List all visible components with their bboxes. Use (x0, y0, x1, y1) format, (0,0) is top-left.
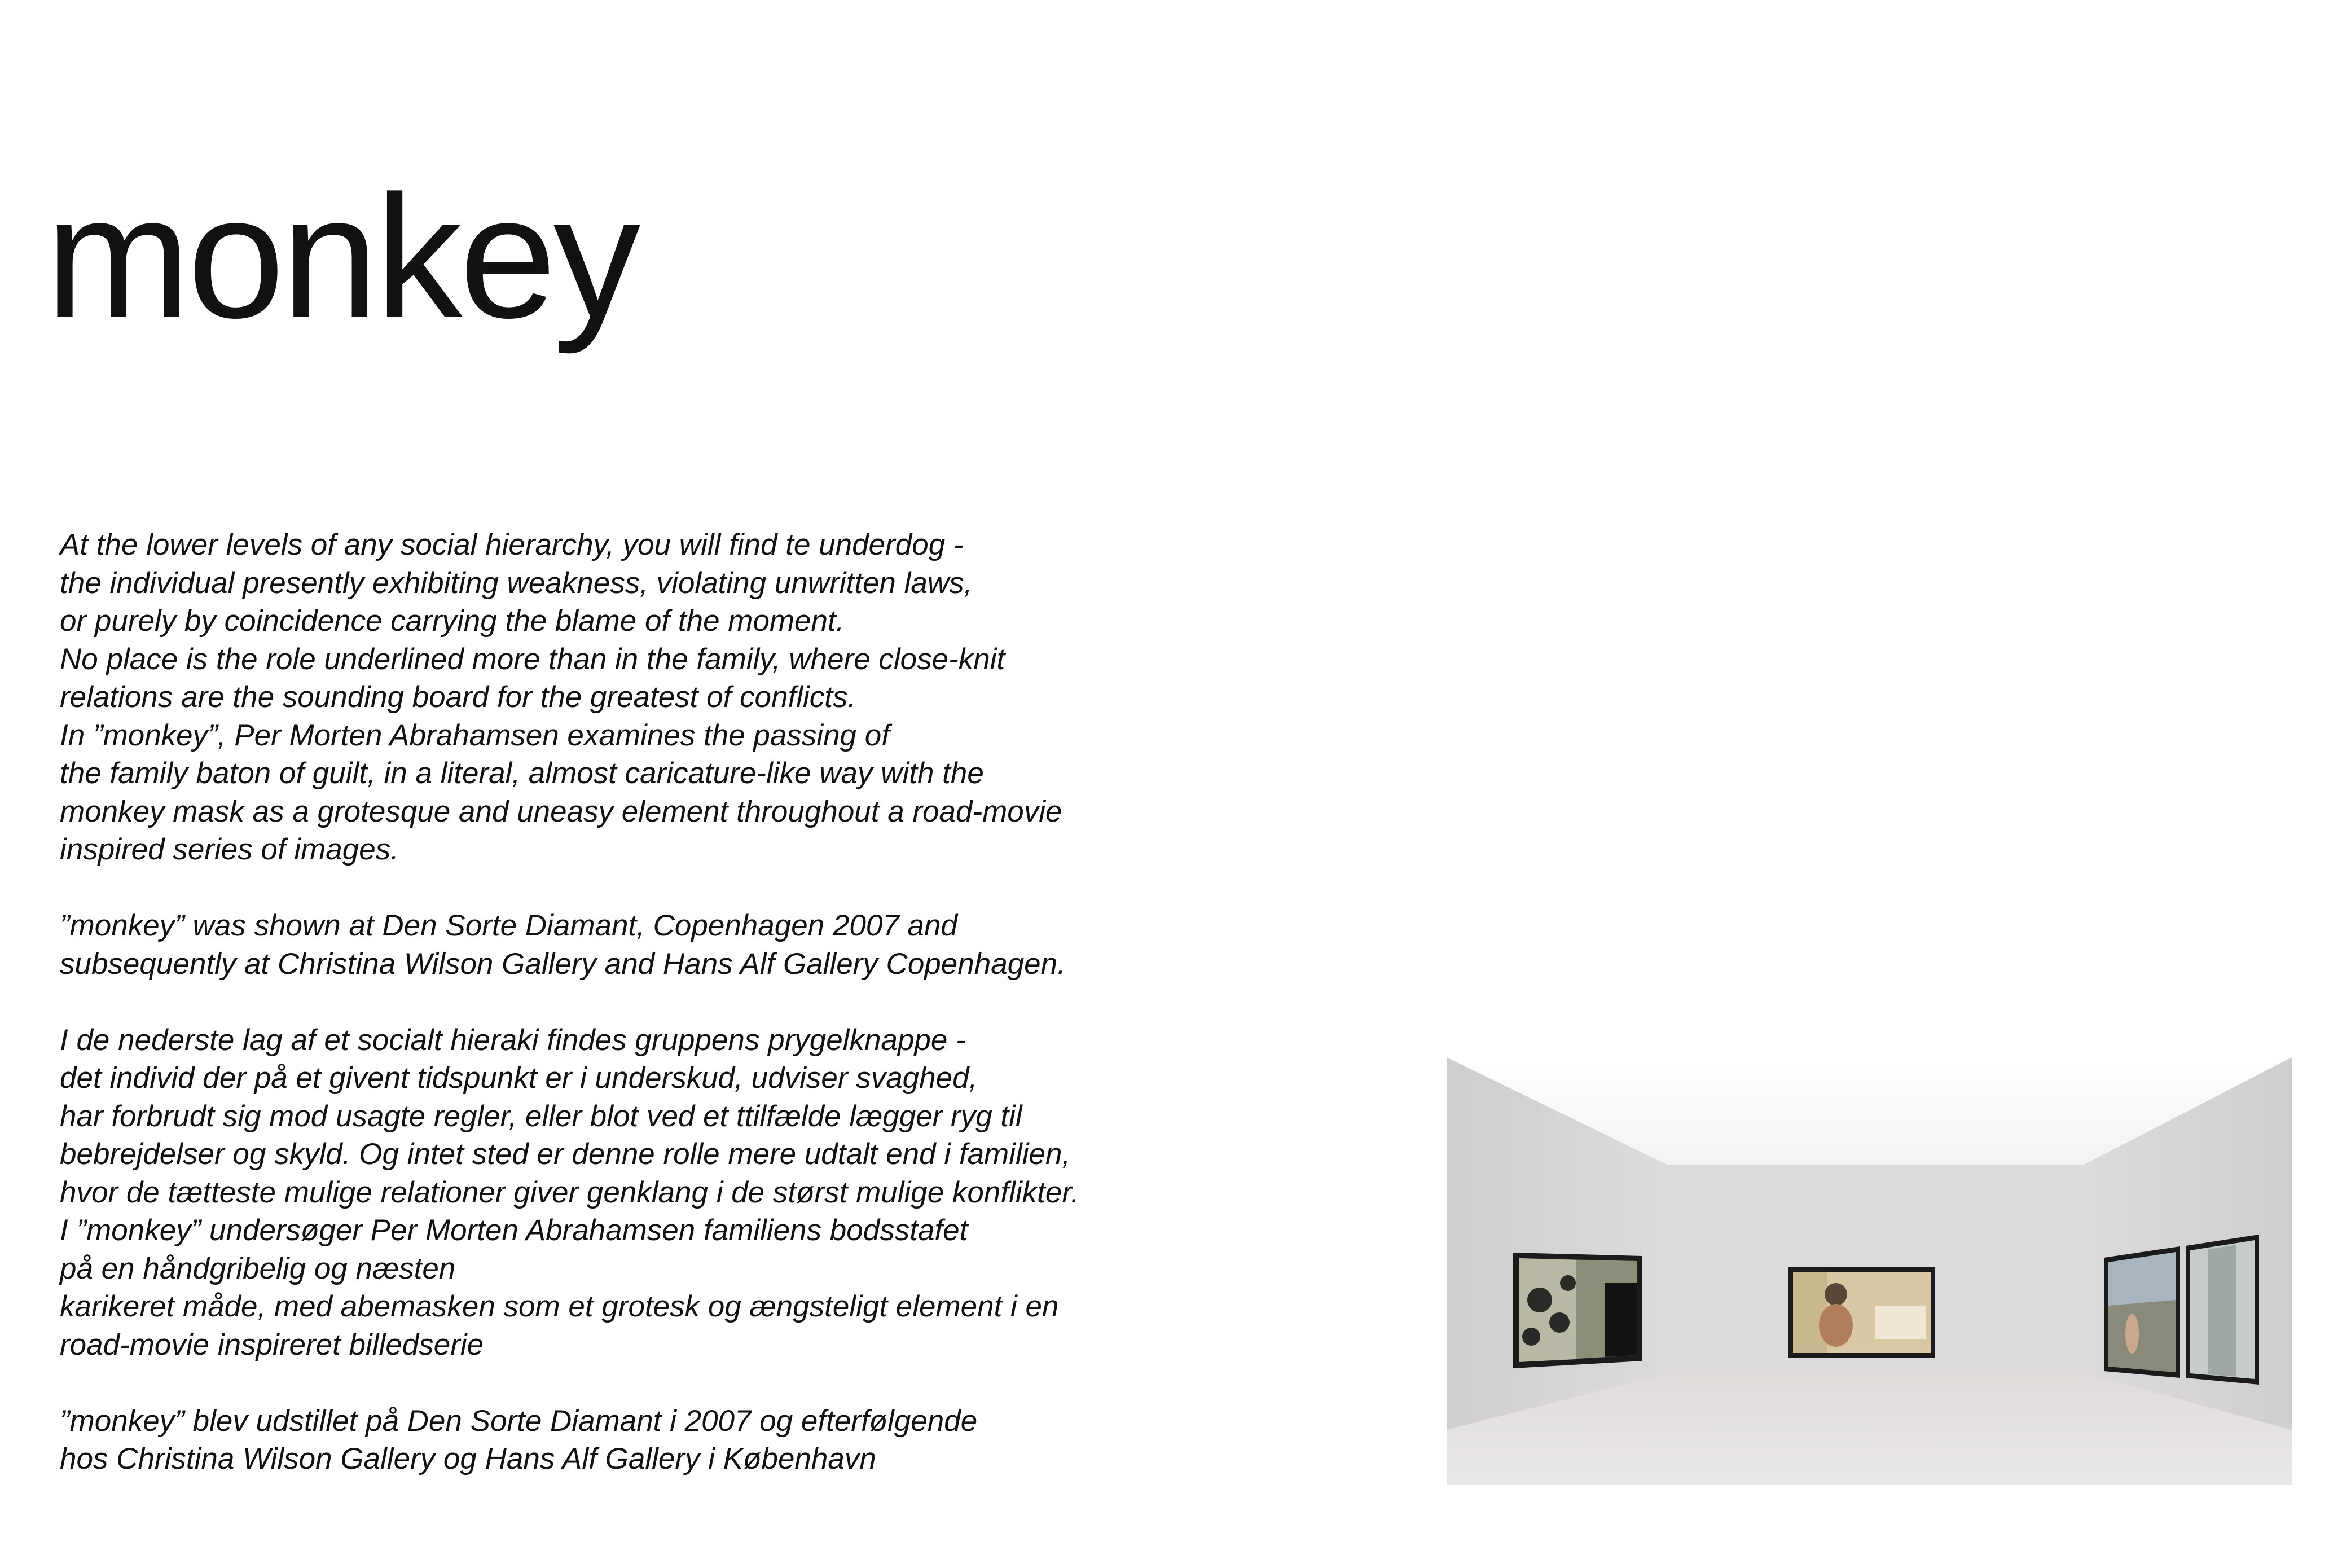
text-line: bebrejdelser og skyld. Og intet sted er denne rolle mere udtalt end i familien, (60, 1137, 1071, 1171)
artwork-left (1513, 1253, 1642, 1368)
artwork-right-1 (2104, 1246, 2180, 1378)
text-line: monkey mask as a grotesque and uneasy element throughout a road-movie (60, 794, 1062, 828)
text-line: In ”monkey”, Per Morten Abrahamsen examines the passing of (60, 718, 890, 752)
text-line: ”monkey” blev udstillet på Den Sorte Diamant i 2007 og efterfølgende (60, 1404, 978, 1438)
text-line: the family baton of guilt, in a literal, almost caricature-like way with the (60, 757, 984, 790)
text-line: hvor de tætteste mulige relationer giver genklang i de størst mulige konflikter. (60, 1175, 1079, 1209)
text-line: det individ der på et givent tidspunkt er i underskud, udviser svaghed, (60, 1061, 978, 1095)
artwork-center (1788, 1267, 1935, 1358)
text-line: har forbrudt sig mod usagte regler, eller blot ved et ttilfælde lægger ryg til (60, 1099, 1022, 1133)
body-text (60, 526, 1166, 1516)
text-line: hos Christina Wilson Gallery og Hans Alf Gallery i København (60, 1442, 876, 1475)
artwork-right-2 (2186, 1235, 2259, 1385)
english-description (60, 526, 1166, 869)
text-line: At the lower levels of any social hierarchy, you will find te underdog - (60, 528, 964, 561)
text-line: inspired series of images. (60, 833, 399, 866)
text-line: or purely by coincidence carrying the blame of the moment. (60, 604, 845, 638)
gallery-room-illustration (1447, 1057, 2292, 1485)
gallery-installation-photo (1447, 1057, 2292, 1485)
text-line: relations are the sounding board for the greatest of conflicts. (60, 680, 856, 714)
danish-description (60, 1021, 1166, 1364)
text-line: I ”monkey” undersøger Per Morten Abrahamsen familiens bodsstafet (60, 1214, 968, 1247)
text-line: No place is the role underlined more than in the family, where close-knit (60, 642, 1005, 676)
text-line: på en håndgribelig og næsten (60, 1251, 456, 1285)
text-line: I de nederste lag af et socialt hieraki findes gruppens prygelknappe - (60, 1023, 966, 1057)
danish-exhibition-note (60, 1402, 1166, 1478)
page-title: monkey (45, 159, 638, 354)
text-line: the individual presently exhibiting weakness, violating unwritten laws, (60, 566, 973, 600)
text-line: subsequently at Christina Wilson Gallery and Hans Alf Gallery Copenhagen. (60, 947, 1066, 981)
text-line: ”monkey” was shown at Den Sorte Diamant, Copenhagen 2007 and (60, 909, 957, 942)
english-exhibition-note (60, 907, 1166, 983)
text-line: road-movie inspireret billedserie (60, 1328, 484, 1361)
text-line: karikeret måde, med abemasken som et grotesk og ængsteligt element i en (60, 1290, 1059, 1323)
